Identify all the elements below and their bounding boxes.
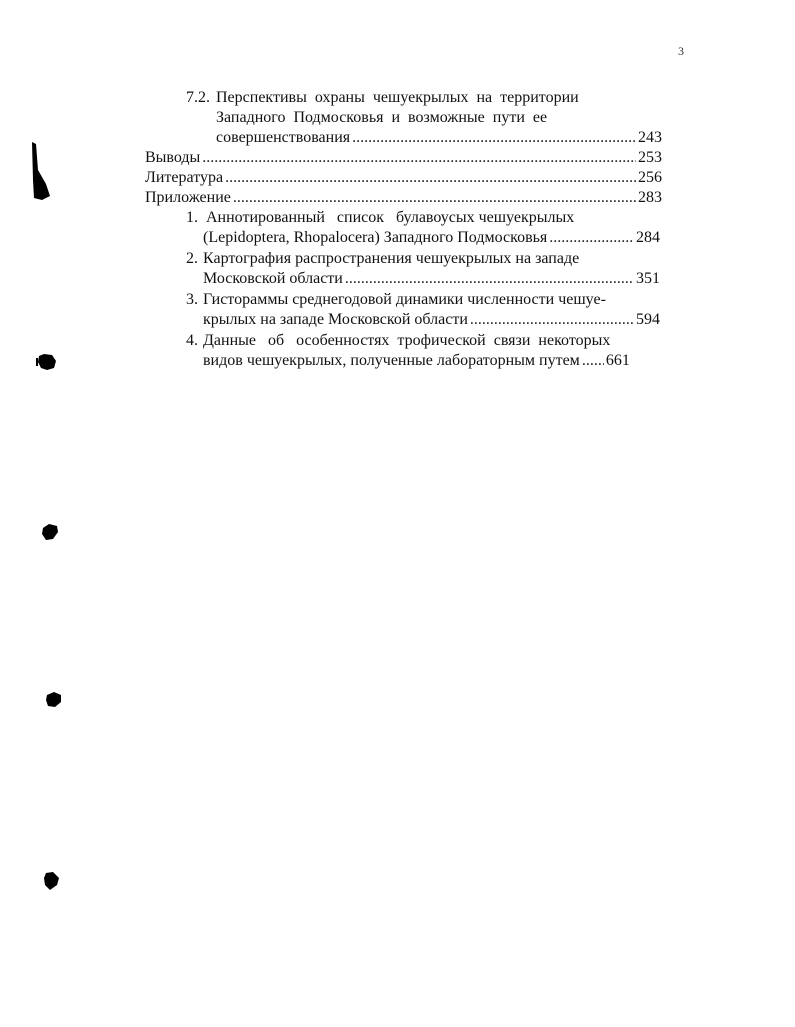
toc-entry-text: Западного Подмосковья и возможные пути ее (216, 109, 548, 126)
toc-entry-text: Гистораммы среднегодовой динамики численности чешуе- (203, 291, 606, 308)
toc-entry-number: 2. (186, 250, 198, 267)
page-number: 3 (678, 44, 684, 58)
dot-leader (233, 188, 636, 208)
toc-page-number: 594 (636, 311, 660, 328)
toc-entry-text: Приложение (145, 189, 231, 206)
toc-page-number: 283 (638, 189, 662, 206)
toc-entry-text: Московской области (203, 270, 343, 287)
toc-page-number: 351 (636, 270, 660, 287)
toc-entry-literature (145, 168, 662, 188)
toc-entry-text: (Lepidoptera, Rhopalocera) Западного Подмосковья (203, 229, 548, 246)
appendix-item-4-line2 (203, 351, 660, 371)
punch-hole-mark (42, 870, 62, 892)
toc-entry-appendix (145, 188, 662, 208)
scan-mark-edge (28, 140, 52, 204)
toc-entry-7-2-line2 (216, 108, 547, 128)
dot-leader (225, 168, 636, 188)
toc-entry-number: 1. (186, 209, 198, 226)
toc-entry-number: 4. (186, 332, 198, 349)
toc-entry-7-2-line3 (216, 128, 662, 148)
dot-leader (470, 310, 634, 330)
toc-entry-text: Перспективы охраны чешуекрылых на территории (216, 89, 579, 106)
toc-entry-text: Выводы (145, 149, 201, 166)
appendix-item-3-line2 (203, 310, 660, 330)
toc-page-number: 243 (638, 129, 662, 146)
toc-entry-number: 3. (186, 291, 198, 308)
toc-entry-text: Литература (145, 169, 224, 186)
toc-page-number: 253 (638, 149, 662, 166)
punch-hole-mark (40, 522, 60, 542)
toc-entry-text: Картография распространения чешуекрылых на западе (203, 250, 580, 267)
dot-leader (549, 228, 634, 248)
dot-leader (202, 148, 636, 168)
toc-entry-conclusions (145, 148, 662, 168)
appendix-item-1-line2 (203, 228, 660, 248)
punch-hole-mark (36, 352, 58, 372)
punch-hole-mark (44, 690, 64, 710)
toc-entry-text: совершенствования (216, 129, 351, 146)
toc-page-number: 256 (638, 169, 662, 186)
toc-entry-7-2-line1 (186, 88, 638, 108)
dot-leader (582, 351, 604, 371)
toc-page-number: 284 (636, 229, 660, 246)
toc-entry-text: крылых на западе Московской области (203, 311, 468, 328)
dot-leader (345, 269, 634, 289)
toc-entry-text: видов чешуекрылых, полученные лабораторным путем (203, 352, 580, 369)
toc-page-number: 661 (605, 352, 630, 369)
toc-entry-number: 7.2. (186, 89, 210, 106)
appendix-item-2-line2 (203, 269, 660, 289)
toc-entry-text: Данные об особенностях трофической связи некоторых (203, 332, 611, 349)
dot-leader (352, 128, 636, 148)
toc-entry-text: Аннотированный список булавоусых чешуекрылых (206, 209, 575, 226)
